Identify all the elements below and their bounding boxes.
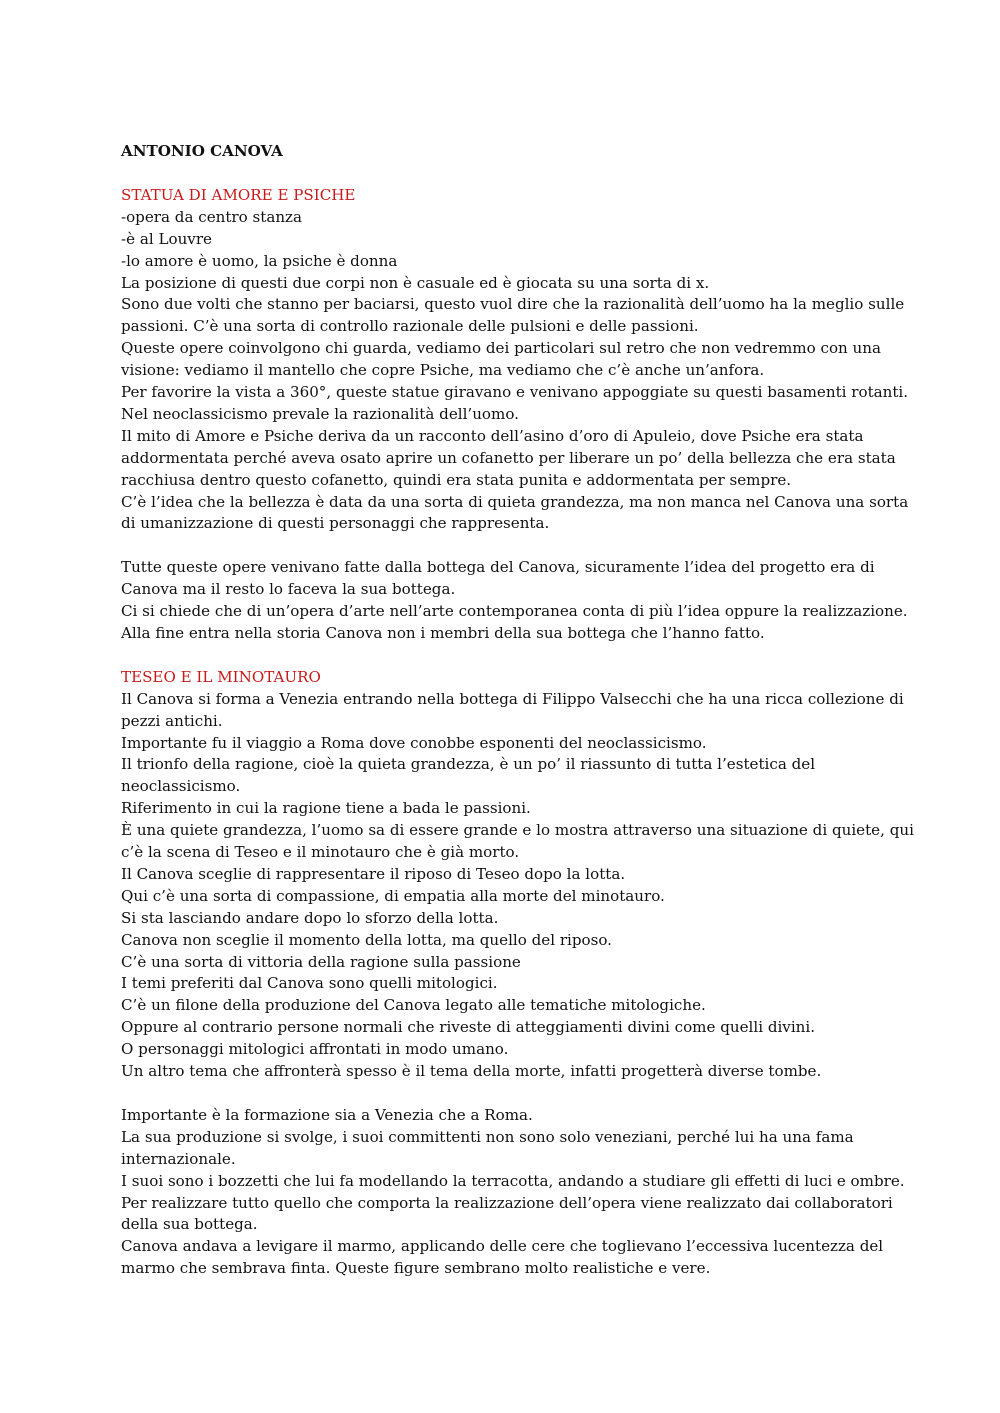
text-line: Qui c’è una sorta di compassione, di empatia alla morte del minotauro. (121, 886, 665, 905)
text-line: C’è una sorta di vittoria della ragione sulla passione (121, 952, 521, 971)
section-2 (121, 667, 914, 1280)
text-line: Canova non sceglie il momento della lotta, ma quello del riposo. (121, 930, 612, 949)
text-line: C’è l’idea che la bellezza è data da una sorta di quieta grandezza, ma non manca nel Canova una sorta (121, 492, 909, 511)
text-line: marmo che sembrava finta. Queste figure sembrano molto realistiche e vere. (121, 1259, 711, 1278)
text-line: Ci si chiede che di un’opera d’arte nell’arte contemporanea conta di più l’idea oppure la realizzazione. (121, 602, 908, 621)
text-line: È una quiete grandezza, l’uomo sa di essere grande e lo mostra attraverso una situazione di quiete, qui (121, 821, 914, 840)
text-line: Un altro tema che affronterà spesso è il tema della morte, infatti progetterà diverse tombe. (121, 1062, 822, 1081)
text-line: pezzi antichi. (121, 711, 223, 730)
text-line: -lo amore è uomo, la psiche è donna (121, 251, 398, 270)
text-line: Nel neoclassicismo prevale la razionalità dell’uomo. (121, 404, 519, 423)
text-line: -opera da centro stanza (121, 207, 303, 226)
text-line: visione: vediamo il mantello che copre Psiche, ma vediamo che c’è anche un’anfora. (121, 361, 765, 380)
text-line: I temi preferiti dal Canova sono quelli mitologici. (121, 974, 498, 993)
document-page (121, 141, 914, 1280)
text-line: Il Canova sceglie di rappresentare il riposo di Teseo dopo la lotta. (121, 864, 626, 883)
text-line: Importante è la formazione sia a Venezia che a Roma. (121, 1105, 533, 1124)
text-line: Si sta lasciando andare dopo lo sforzo della lotta. (121, 908, 499, 927)
paragraph-gap (121, 535, 891, 557)
text-line: Canova andava a levigare il marmo, applicando delle cere che toglievano l’eccessiva lucentezza del (121, 1237, 884, 1256)
text-line: Alla fine entra nella storia Canova non i membri della sua bottega che l’hanno fatto. (121, 624, 765, 642)
text-line: Il trionfo della ragione, cioè la quieta grandezza, è un po’ il riassunto di tutta l’estetica del (121, 755, 816, 774)
text-line: Tutte queste opere venivano fatte dalla bottega del Canova, sicuramente l’idea del progetto era di (121, 558, 875, 577)
text-line: Per favorire la vista a 360°, queste statue giravano e venivano appoggiate su questi basamenti rotanti. (121, 383, 909, 402)
text-line: Importante fu il viaggio a Roma dove conobbe esponenti del neoclassicismo. (121, 733, 707, 752)
text-line: I suoi sono i bozzetti che lui fa modellando la terracotta, andando a studiare gli effetti di luci e ombre. (121, 1171, 905, 1190)
text-line: Sono due volti che stanno per baciarsi, questo vuol dire che la razionalità dell’uomo ha la meglio sulle (121, 295, 905, 314)
section-gap (121, 645, 891, 667)
text-line: Per realizzare tutto quello che comporta la realizzazione dell’opera viene realizzato dai collaboratori (121, 1193, 893, 1212)
text-line: Il Canova si forma a Venezia entrando nella bottega di Filippo Valsecchi che ha una ricca collezione di (121, 689, 904, 708)
text-line: neoclassicismo. (121, 777, 241, 796)
text-line: O personaggi mitologici affrontati in modo umano. (121, 1040, 509, 1059)
spacer (121, 163, 891, 185)
text-line: racchiusa dentro questo cofanetto, quindi era stata punita e addormentata per sempre. (121, 470, 792, 489)
text-line: -è al Louvre (121, 229, 212, 248)
text-line: Canova ma il resto lo faceva la sua bottega. (121, 580, 456, 599)
text-line: di umanizzazione di questi personaggi che rappresenta. (121, 514, 550, 533)
text-line: addormentata perché aveva osato aprire un cofanetto per liberare un po’ della bellezza che era stata (121, 448, 896, 467)
text-line: La posizione di questi due corpi non è casuale ed è giocata su una sorta di x. (121, 273, 710, 292)
text-line: Oppure al contrario persone normali che riveste di atteggiamenti divini come quelli divini. (121, 1018, 816, 1037)
text-line: C’è un filone della produzione del Canova legato alle tematiche mitologiche. (121, 996, 706, 1015)
text-line: La sua produzione si svolge, i suoi committenti non sono solo veneziani, perché lui ha una fama (121, 1127, 854, 1146)
section-heading: TESEO E IL MINOTAURO (121, 667, 321, 686)
sections-container (121, 185, 914, 1280)
text-line: Queste opere coinvolgono chi guarda, vediamo dei particolari sul retro che non vedremmo con una (121, 339, 881, 358)
text-line: c’è la scena di Teseo e il minotauro che è già morto. (121, 843, 520, 862)
section-heading: STATUA DI AMORE E PSICHE (121, 185, 356, 204)
document-title: ANTONIO CANOVA (121, 142, 283, 160)
section-1 (121, 185, 909, 645)
text-line: Riferimento in cui la ragione tiene a bada le passioni. (121, 799, 531, 818)
text-line: della sua bottega. (121, 1215, 258, 1234)
text-line: Il mito di Amore e Psiche deriva da un racconto dell’asino d’oro di Apuleio, dove Psiche era stata (121, 426, 864, 445)
paragraph-gap (121, 1083, 891, 1105)
text-line: passioni. C’è una sorta di controllo razionale delle pulsioni e delle passioni. (121, 317, 699, 336)
text-line: internazionale. (121, 1149, 236, 1168)
